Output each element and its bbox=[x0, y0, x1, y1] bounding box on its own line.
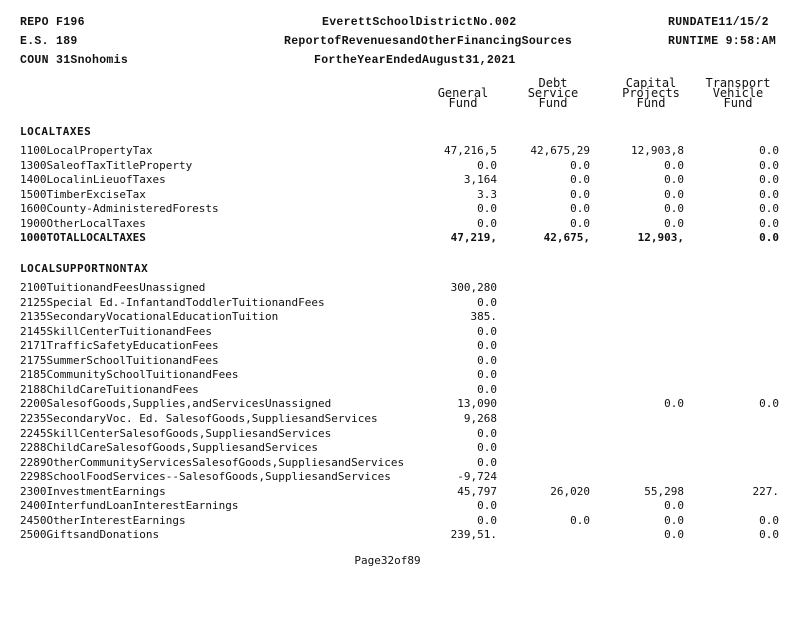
row-label: 1900OtherLocalTaxes bbox=[20, 216, 146, 230]
cell-amount: 0.0 bbox=[759, 187, 779, 201]
header-period: FortheYearEndedAugust31,2021 bbox=[314, 54, 516, 67]
row-label: 2300InvestmentEarnings bbox=[20, 484, 166, 498]
section-title-local-taxes: LOCALTAXES bbox=[20, 125, 92, 138]
table-row bbox=[20, 217, 790, 231]
column-header-line: Fund bbox=[448, 96, 478, 110]
table-row bbox=[20, 159, 790, 173]
row-label: 2175SummerSchoolTuitionandFees bbox=[20, 353, 219, 367]
table-row bbox=[20, 296, 790, 310]
row-label: 2188ChildCareTuitionandFees bbox=[20, 382, 199, 396]
table-row bbox=[20, 310, 790, 324]
cell-amount: 0.0 bbox=[570, 158, 590, 172]
cell-amount: 0.0 bbox=[477, 216, 497, 230]
row-label: 1300SaleofTaxTitleProperty bbox=[20, 158, 193, 172]
column-header-line: Transport bbox=[705, 76, 771, 90]
table-row bbox=[20, 427, 790, 441]
cell-amount: 0.0 bbox=[664, 216, 684, 230]
cell-amount: 0.0 bbox=[570, 216, 590, 230]
cell-amount: 0.0 bbox=[477, 513, 497, 527]
row-label: 2298SchoolFoodServices--SalesofGoods,SuppliesandServices bbox=[20, 470, 391, 484]
table-row bbox=[20, 144, 790, 158]
cell-amount: 0.0 bbox=[664, 173, 684, 186]
table-row bbox=[20, 456, 790, 470]
cell-amount: 239,51. bbox=[450, 528, 497, 542]
header-county: COUN 31Snohomis bbox=[20, 54, 129, 67]
cell-amount: 0.0 bbox=[477, 499, 497, 513]
page-number: Page32of89 bbox=[354, 554, 421, 567]
cell-amount: 42,675, bbox=[543, 231, 590, 244]
cell-amount: 42,675,29 bbox=[530, 144, 590, 157]
header-district-name: EverettSchoolDistrictNo.002 bbox=[322, 16, 517, 29]
table-row bbox=[20, 412, 790, 426]
column-header-transport-vehicle-fund bbox=[698, 78, 778, 108]
cell-amount: 0.0 bbox=[570, 513, 590, 527]
cell-amount: 0.0 bbox=[759, 231, 779, 244]
section-title-local-support-nontax: LOCALSUPPORTNONTAX bbox=[20, 262, 149, 275]
column-header-line: Vehicle bbox=[712, 86, 764, 100]
table-row bbox=[20, 188, 790, 202]
cell-amount: 55,298 bbox=[644, 484, 684, 498]
cell-amount: 385. bbox=[470, 310, 497, 324]
cell-amount: 26,020 bbox=[550, 484, 590, 498]
total-row bbox=[20, 231, 790, 245]
row-label: 2450OtherInterestEarnings bbox=[20, 513, 186, 527]
table-row bbox=[20, 368, 790, 382]
header-es-number: E.S. 189 bbox=[20, 35, 78, 48]
cell-amount: 3,164 bbox=[463, 173, 497, 186]
row-label: 2135SecondaryVocationalEducationTuition bbox=[20, 310, 279, 324]
cell-amount: 47,219, bbox=[450, 231, 497, 244]
cell-amount: 0.0 bbox=[477, 368, 497, 382]
cell-amount: 12,903,8 bbox=[631, 144, 684, 157]
table-row bbox=[20, 202, 790, 216]
table-row bbox=[20, 325, 790, 339]
row-label: 2125Special Ed.-InfantandToddlerTuitionandFees bbox=[20, 295, 325, 309]
row-label: 2400InterfundLoanInterestEarnings bbox=[20, 499, 239, 513]
cell-amount: 0.0 bbox=[759, 202, 779, 215]
row-label: 1600County-AdministeredForests bbox=[20, 202, 219, 215]
column-header-line: Service bbox=[527, 86, 579, 100]
row-label: 2200SalesofGoods,Supplies,andServicesUnassigned bbox=[20, 397, 332, 411]
table-row bbox=[20, 383, 790, 397]
table-row bbox=[20, 397, 790, 411]
cell-amount: 0.0 bbox=[477, 382, 497, 396]
table-row bbox=[20, 528, 790, 542]
table-row bbox=[20, 514, 790, 528]
cell-amount: 13,090 bbox=[457, 397, 497, 411]
cell-amount: 0.0 bbox=[570, 187, 590, 201]
cell-amount: 45,797 bbox=[457, 484, 497, 498]
row-label: 2288ChildCareSalesofGoods,SuppliesandServices bbox=[20, 441, 319, 455]
cell-amount: 0.0 bbox=[664, 499, 684, 513]
cell-amount: 0.0 bbox=[477, 202, 497, 215]
cell-amount: 0.0 bbox=[759, 397, 779, 411]
row-label: 1100LocalPropertyTax bbox=[20, 144, 153, 157]
row-label: 2185CommunitySchoolTuitionandFees bbox=[20, 368, 239, 382]
cell-amount: 0.0 bbox=[664, 513, 684, 527]
cell-amount: 0.0 bbox=[664, 528, 684, 542]
cell-amount: 0.0 bbox=[664, 158, 684, 172]
table-row bbox=[20, 281, 790, 295]
column-header-debt-service-fund bbox=[513, 78, 593, 108]
row-label: 2500GiftsandDonations bbox=[20, 528, 160, 542]
cell-amount: 0.0 bbox=[759, 144, 779, 157]
row-label: 2245SkillCenterSalesofGoods,SuppliesandServices bbox=[20, 426, 332, 440]
cell-amount: 0.0 bbox=[477, 295, 497, 309]
table-row bbox=[20, 339, 790, 353]
cell-amount: 0.0 bbox=[477, 353, 497, 367]
row-label: 2235SecondaryVoc. Ed. SalesofGoods,SuppliesandServices bbox=[20, 411, 378, 425]
cell-amount: 0.0 bbox=[570, 173, 590, 186]
cell-amount: 227. bbox=[752, 484, 779, 498]
cell-amount: 0.0 bbox=[570, 202, 590, 215]
column-header-line: Fund bbox=[723, 96, 753, 110]
header-report-id: REPO F196 bbox=[20, 16, 85, 29]
cell-amount: 0.0 bbox=[477, 455, 497, 469]
cell-amount: 0.0 bbox=[477, 324, 497, 338]
column-header-line: Debt bbox=[538, 76, 568, 90]
column-header-line: Fund bbox=[538, 96, 568, 110]
cell-amount: 0.0 bbox=[664, 187, 684, 201]
cell-amount: 0.0 bbox=[477, 158, 497, 172]
header-run-date: RUNDATE11/15/2 bbox=[668, 16, 769, 29]
cell-amount: -9,724 bbox=[457, 470, 497, 484]
column-header-capital-projects-fund bbox=[611, 78, 691, 108]
cell-amount: 0.0 bbox=[759, 513, 779, 527]
cell-amount: 300,280 bbox=[450, 281, 497, 294]
cell-amount: 9,268 bbox=[463, 411, 497, 425]
row-label: 1500TimberExciseTax bbox=[20, 187, 146, 201]
row-label: 1000TOTALLOCALTAXES bbox=[20, 231, 146, 244]
column-header-line: Capital bbox=[625, 76, 677, 90]
column-header-line: Fund bbox=[636, 96, 666, 110]
column-header-line: Projects bbox=[622, 86, 680, 100]
cell-amount: 0.0 bbox=[477, 441, 497, 455]
row-label: 2171TrafficSafetyEducationFees bbox=[20, 339, 219, 353]
cell-amount: 0.0 bbox=[759, 173, 779, 186]
table-row bbox=[20, 173, 790, 187]
cell-amount: 0.0 bbox=[759, 158, 779, 172]
column-header-general-fund bbox=[423, 78, 503, 108]
cell-amount: 0.0 bbox=[477, 426, 497, 440]
row-label: 2145SkillCenterTuitionandFees bbox=[20, 324, 213, 338]
row-label: 2289OtherCommunityServicesSalesofGoods,SuppliesandServices bbox=[20, 455, 405, 469]
cell-amount: 12,903, bbox=[637, 231, 684, 244]
table-row bbox=[20, 499, 790, 513]
table-row bbox=[20, 354, 790, 368]
cell-amount: 0.0 bbox=[759, 528, 779, 542]
header-run-time: RUNTIME 9:58:AM bbox=[668, 35, 777, 48]
column-header-line: General bbox=[437, 86, 489, 100]
cell-amount: 0.0 bbox=[664, 397, 684, 411]
cell-amount: 0.0 bbox=[477, 339, 497, 353]
row-label: 1400LocalinLieuofTaxes bbox=[20, 173, 166, 186]
table-row bbox=[20, 470, 790, 484]
table-row bbox=[20, 485, 790, 499]
cell-amount: 0.0 bbox=[759, 216, 779, 230]
row-label: 2100TuitionandFeesUnassigned bbox=[20, 281, 206, 294]
cell-amount: 0.0 bbox=[664, 202, 684, 215]
header-report-title: ReportofRevenuesandOtherFinancingSources bbox=[284, 35, 573, 48]
table-row bbox=[20, 441, 790, 455]
cell-amount: 3.3 bbox=[477, 187, 497, 201]
cell-amount: 47,216,5 bbox=[444, 144, 497, 157]
